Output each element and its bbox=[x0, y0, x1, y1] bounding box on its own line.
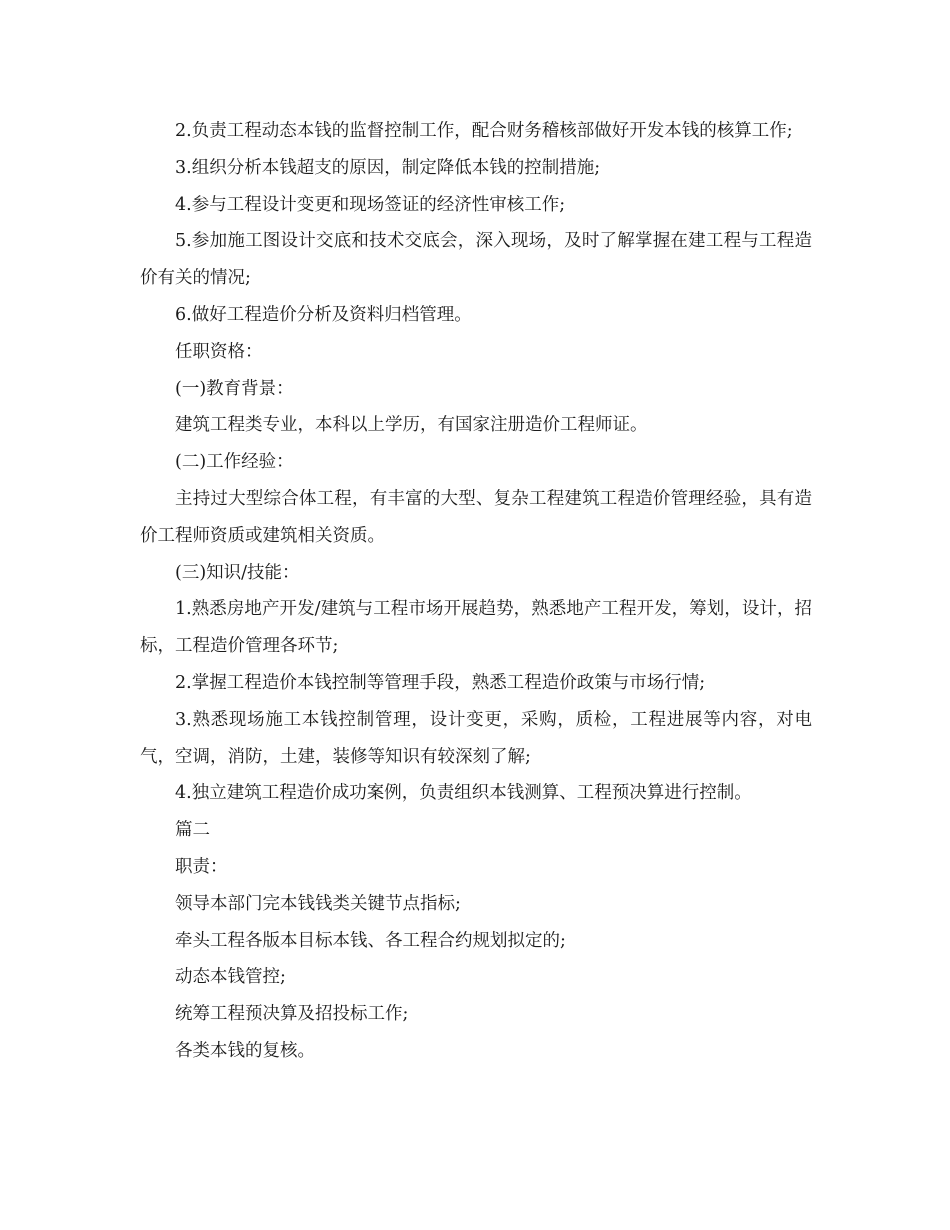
paragraph-construction-briefing: 5.参加施工图设计交底和技术交底会，深入现场，及时了解掌握在建工程与工程造价有关的情况; bbox=[140, 231, 812, 289]
paragraph-duty-budget-bidding: 统筹工程预决算及招投标工作; bbox=[175, 1004, 409, 1025]
heading-duties: 职责： bbox=[175, 856, 228, 877]
paragraph-skill-cost-control: 2.掌握工程造价本钱控制等管理手段，熟悉工程造价政策与市场行情; bbox=[175, 672, 706, 693]
paragraph-education: 建筑工程类专业，本科以上学历，有国家注册造价工程师证。 bbox=[175, 415, 648, 436]
paragraph-duty-cost-review: 各类本钱的复核。 bbox=[175, 1040, 315, 1061]
document-body bbox=[140, 113, 812, 1070]
paragraph-skill-market: 1.熟悉房地产开发/建筑与工程市场开展趋势，熟悉地产工程开发，筹划，设计，招标，工程造价管理各环节; bbox=[140, 599, 812, 657]
heading-experience: (二)工作经验： bbox=[175, 452, 294, 473]
heading-part-two: 篇二 bbox=[175, 820, 210, 841]
heading-qualifications: 任职资格： bbox=[175, 341, 263, 362]
paragraph-overrun-analysis: 3.组织分析本钱超支的原因，制定降低本钱的控制措施; bbox=[175, 157, 601, 178]
paragraph-duty-target-cost: 牵头工程各版本目标本钱、各工程合约规划拟定的; bbox=[175, 930, 566, 951]
paragraph-skill-case: 4.独立建筑工程造价成功案例，负责组织本钱测算、工程预决算进行控制。 bbox=[175, 783, 752, 804]
paragraph-design-change-review: 4.参与工程设计变更和现场签证的经济性审核工作; bbox=[175, 194, 566, 215]
paragraph-skill-site-management: 3.熟悉现场施工本钱控制管理，设计变更，采购，质检，工程进展等内容，对电气，空调，消防，土建，装修等知识有较深刻了解; bbox=[140, 709, 812, 767]
paragraph-cost-supervision: 2.负责工程动态本钱的监督控制工作，配合财务稽核部做好开发本钱的核算工作; bbox=[175, 121, 793, 141]
paragraph-experience: 主持过大型综合体工程，有丰富的大型、复杂工程建筑工程造价管理经验，具有造价工程师资质或建筑相关资质。 bbox=[140, 488, 812, 546]
paragraph-duty-milestones: 领导本部门完本钱钱类关键节点指标; bbox=[175, 893, 461, 914]
heading-skills: (三)知识/技能： bbox=[175, 562, 300, 583]
paragraph-cost-analysis-archive: 6.做好工程造价分析及资料归档管理。 bbox=[175, 304, 472, 325]
heading-education: (一)教育背景： bbox=[175, 378, 294, 399]
paragraph-duty-dynamic-cost: 动态本钱管控; bbox=[175, 967, 286, 988]
